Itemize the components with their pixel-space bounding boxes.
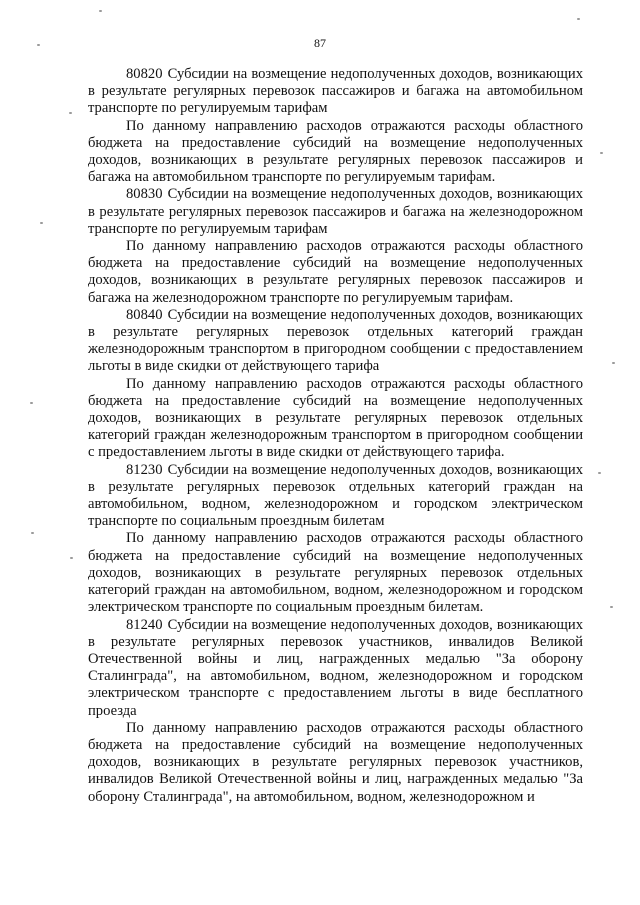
expense-title: Субсидии на возмещение недополученных доходов, возникающих в результате регулярных перевозок отдельных категорий граждан железнодорожным транспортом в пригородном сообщении с предоставлением льготы в виде скидки от действующего тарифа (88, 306, 583, 375)
scan-speck (612, 362, 615, 364)
expense-code-title (88, 617, 583, 720)
scan-speck (37, 44, 40, 46)
page-number: 87 (314, 36, 326, 50)
expense-description: По данному направлению расходов отражаются расходы областного бюджета на предоставление субсидий на возмещение недополученных доходов, возникающих в результате регулярных перевозок участников, инвалидов Великой Отечественной войны и лиц, награжденных медалью "За оборону Сталинграда", на автомобильном, водном, железнодорожном и (88, 719, 583, 805)
scan-speck (30, 402, 33, 404)
expense-code: 80830 (126, 186, 163, 203)
scan-speck (31, 532, 34, 534)
scan-speck (69, 112, 72, 114)
expense-description: По данному направлению расходов отражаются расходы областного бюджета на предоставление субсидий на возмещение недополученных доходов, возникающих в результате регулярных перевозок отдельных категорий граждан на автомобильном, водном, железнодорожном и городском электрическом транспорте по социальным проездным билетам. (88, 530, 583, 616)
expense-code: 81240 (126, 616, 163, 633)
scan-speck (577, 18, 580, 20)
expense-title: Субсидии на возмещение недополученных доходов, возникающих в результате регулярных перевозок пассажиров и багажа на автомобильном транспорте по регулируемым тарифам (88, 66, 583, 117)
expense-code: 80840 (126, 306, 163, 323)
expense-title: Субсидии на возмещение недополученных доходов, возникающих в результате регулярных перевозок пассажиров и багажа на железнодорожном транспорте по регулируемым тарифам (88, 186, 583, 237)
expense-code-title (88, 462, 583, 531)
expense-code: 80820 (126, 66, 163, 82)
expense-code-title (88, 186, 583, 238)
scan-speck (70, 557, 73, 559)
expense-code-title (88, 307, 583, 376)
expense-description: По данному направлению расходов отражаются расходы областного бюджета на предоставление субсидий на возмещение недополученных доходов, возникающих в результате регулярных перевозок пассажиров и багажа на автомобильном транспорте по регулируемым тарифам. (88, 117, 583, 186)
scan-speck (600, 152, 603, 154)
expense-code: 81230 (126, 461, 163, 478)
scan-speck (598, 472, 601, 474)
scan-speck (99, 10, 102, 12)
scan-speck (40, 222, 43, 224)
expense-title: Субсидии на возмещение недополученных доходов, возникающих в результате регулярных перевозок отдельных категорий граждан на автомобильном, водном, железнодорожном и городском электрическом транспорте по социальным проездным билетам (88, 461, 583, 530)
scan-speck (610, 606, 613, 608)
expense-description: По данному направлению расходов отражаются расходы областного бюджета на предоставление субсидий на возмещение недополученных доходов, возникающих в результате регулярных перевозок пассажиров и багажа на железнодорожном транспорте по регулируемым тарифам. (88, 238, 583, 306)
expense-title: Субсидии на возмещение недополученных доходов, возникающих в результате регулярных перевозок участников, инвалидов Великой Отечественной войны и лиц, награжденных медалью "За оборону Сталинграда", на автомобильном, водном, железнодорожном и городском электрическом транспорте с предоставлением льготы в виде бесплатного проезда (88, 616, 583, 719)
expense-code-title (88, 66, 583, 118)
expense-description: По данному направлению расходов отражаются расходы областного бюджета на предоставление субсидий на возмещение недополученных доходов, возникающих в результате регулярных перевозок отдельных категорий граждан железнодорожным транспортом в пригородном сообщении с предоставлением льготы в виде скидки от действующего тарифа. (88, 375, 583, 461)
document-body (88, 66, 583, 806)
